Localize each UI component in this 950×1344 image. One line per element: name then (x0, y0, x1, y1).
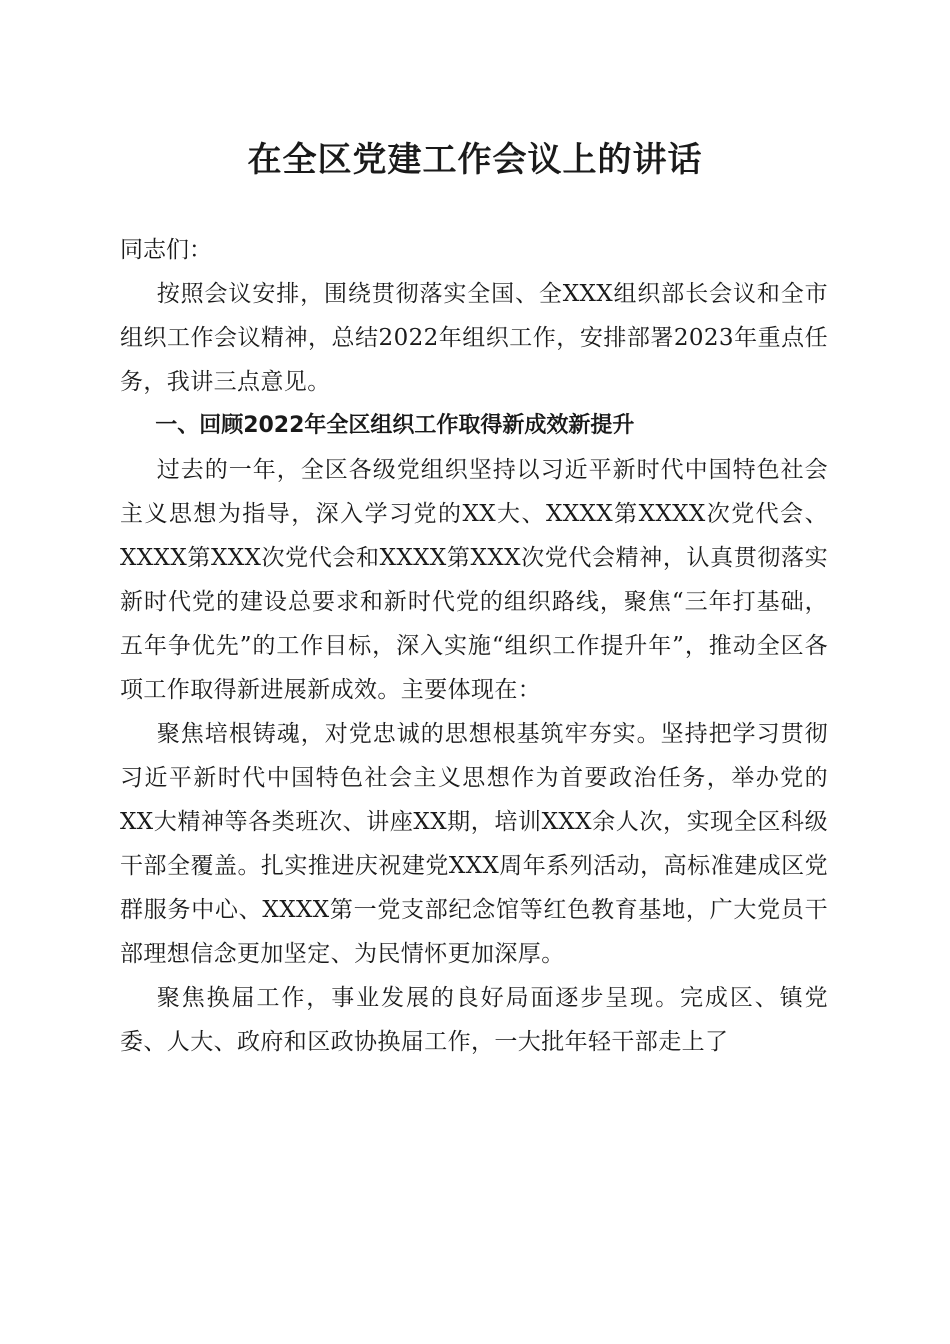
document-title: 在全区党建工作会议上的讲话 (247, 140, 703, 180)
ideology-paragraph: 聚焦培根铸魂，对党忠诚的思想根基筑牢夯实。坚持把学习贯彻习近平新时代中国特色社会主义思想作为首要政治任务，举办党的XX大精神等各类班次、讲座XX期，培训XXX余人次，实现全区科级干部全覆盖。扎实推进庆祝建党XXX周年系列活动，高标准建成区党群服务中心、XXXX第一党支部纪念馆等红色教育基地，广大党员干部理想信念更加坚定、为民情怀更加深厚。 (120, 721, 828, 967)
intro-paragraph: 按照会议安排，围绕贯彻落实全国、全XXX组织部长会议和全市组织工作会议精神，总结2022年组织工作，安排部署2023年重点任务，我讲三点意见。 (120, 281, 828, 395)
document-body (120, 228, 828, 1064)
election-paragraph: 聚焦换届工作，事业发展的良好局面逐步呈现。完成区、镇党委、人大、政府和区政协换届工作，一大批年轻干部走上了 (120, 985, 828, 1055)
salutation: 同志们： (120, 237, 212, 263)
section-heading-1: 一、回顾2022年全区组织工作取得新成效新提升 (155, 413, 635, 438)
review-paragraph: 过去的一年，全区各级党组织坚持以习近平新时代中国特色社会主义思想为指导，深入学习党的XX大、XXXX第XXXX次党代会、XXXX第XXX次党代会和XXXX第XXX次党代会精神，认真贯彻落实新时代党的建设总要求和新时代党的组织路线，聚焦“三年打基础，五年争优先”的工作目标，深入实施“组织工作提升年”，推动全区各项工作取得新进展新成效。主要体现在： (120, 457, 828, 703)
